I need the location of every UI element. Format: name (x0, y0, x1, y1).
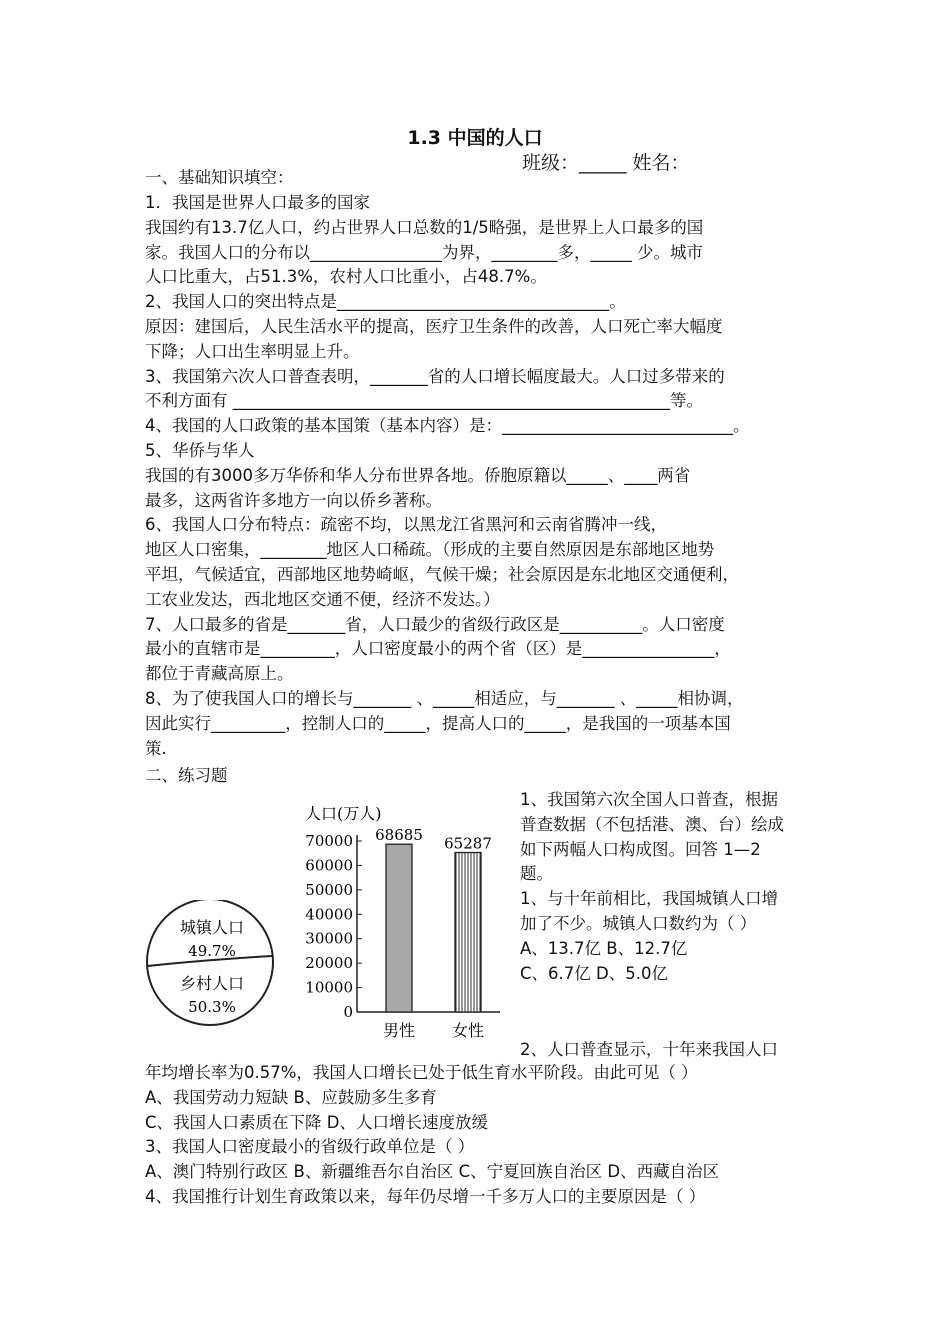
side-text-line: 1、我国第六次全国人口普查，根据 (520, 790, 778, 809)
worksheet-title: 1.3 中国的人口 (407, 127, 543, 149)
section1-line: 我国约有13.7亿人口，约占世界人口总数的1/5略强，是世界上人口最多的国 (145, 217, 704, 237)
section1-line: 地区人口密集，________地区人口稀疏。（形成的主要自然原因是东部地区地势 (145, 540, 715, 560)
section2-line: C、我国人口素质在下降 D、人口增长速度放缓 (145, 1112, 488, 1132)
bar-male (386, 844, 412, 1012)
section1-line: 6、我国人口分布特点：疏密不均，以黑龙江省黑河和云南省腾冲一线， (145, 515, 667, 535)
section1-line: 2、我国人口的突出特点是_________________________________。 (145, 292, 626, 312)
section1-line: 最小的直辖市是_________，人口密度最小的两个省（区）是________________， (145, 639, 731, 659)
side-text-line: 1、与十年前相比，我国城镇人口增 (520, 889, 778, 909)
section1-line: 平坦，气候适宜，西部地区地势崎岖，气候干燥；社会原因是东北地区交通便利， (145, 565, 739, 584)
pie-rural-label: 乡村人口 (179, 974, 245, 993)
y-tick-label: 10000 (305, 978, 353, 997)
section2-line: 年均增长率为0.57%，我国人口增长已处于低生育水平阶段。由此可见（ ） (145, 1063, 698, 1082)
pie-urban-value: 49.7% (188, 942, 236, 960)
y-tick-label: 60000 (305, 856, 353, 875)
section1-line: 7、人口最多的省是_______省，人口最少的省级行政区是__________。人口密度 (145, 614, 725, 634)
section1-line: 策. (145, 738, 167, 758)
section1-line: 3、我国第六次人口普查表明，_______省的人口增长幅度最大。人口过多带来的 (145, 366, 725, 386)
question-2-line1: 2、人口普查显示，十年来我国人口 (520, 1040, 778, 1059)
section1-line: 下降；人口出生率明显上升。 (145, 341, 360, 361)
y-tick-label: 70000 (305, 832, 353, 850)
side-text-line: 普查数据（不包括港、澳、台）绘成 (520, 814, 784, 834)
x-category-label: 女性 (451, 1021, 485, 1040)
section1-line: 我国的有3000多万华侨和华人分布世界各地。侨胞原籍以_____、____两省 (145, 465, 691, 485)
section1-line: 最多，这两省许多地方一向以侨乡著称。 (145, 490, 442, 510)
section2-heading: 二、练习题 (145, 766, 228, 785)
section1-line: 工农业发达，西北地区交通不便，经济不发达。） (145, 589, 500, 609)
y-tick-label: 40000 (305, 905, 353, 924)
side-text-line: 如下两幅人口构成图。回答 1—2 (520, 839, 761, 859)
y-tick-label: 50000 (305, 880, 353, 899)
section2-line: 4、我国推行计划生育政策以来，每年仍尽增一千多万人口的主要原因是（ ） (145, 1187, 706, 1206)
bar-female (455, 853, 481, 1012)
section1-line: 原因：建国后，人民生活水平的提高，医疗卫生条件的改善，人口死亡率大幅度 (145, 317, 723, 336)
section1-line: 5、华侨与华人 (145, 441, 255, 460)
x-category-label: 男性 (382, 1021, 416, 1040)
pie-rural-value: 50.3% (188, 998, 236, 1016)
section1-line: 因此实行_________，控制人口的_____，提高人口的_____，是我国的一项基本国 (145, 713, 731, 733)
section1-line: 家。我国人口的分布以________________为界，________多，_____ 少。城市 (145, 242, 703, 262)
section2-line: A、我国劳动力短缺 B、应鼓励多生多育 (145, 1087, 437, 1107)
section1-line: 都位于青藏高原上。 (145, 664, 294, 684)
side-text-line: A、13.7亿 B、12.7亿 (520, 938, 688, 958)
pie-urban-label: 城镇人口 (179, 918, 245, 937)
section1-line: 4、我国的人口政策的基本国策（基本内容）是：____________________________。 (145, 416, 750, 436)
y-tick-label: 30000 (305, 929, 353, 948)
side-text-line: 题。 (520, 864, 553, 884)
y-axis-label: 人口(万人) (305, 804, 382, 823)
bar-value-label: 68685 (375, 826, 423, 845)
urban-rural-pie-chart (145, 900, 280, 1030)
section1-line: 1．我国是世界人口最多的国家 (145, 193, 370, 212)
section1-line: 8、为了使我国人口的增长与_______ 、_____相适应，与_______ 、_____相协调， (145, 689, 744, 708)
gender-population-bar-chart (290, 795, 515, 1045)
bar-value-label: 65287 (444, 834, 492, 853)
side-text-line: C、6.7亿 D、5.0亿 (520, 963, 668, 983)
section1-heading: 一、基础知识填空： (145, 168, 294, 187)
section2-line: A、澳门特别行政区 B、新疆维吾尔自治区 C、宁夏回族自治区 D、西藏自治区 (145, 1162, 720, 1182)
section2-line: 3、我国人口密度最小的省级行政单位是（ ） (145, 1137, 475, 1157)
y-tick-label: 0 (343, 1003, 353, 1021)
section1-line: 人口比重大，占51.3%，农村人口比重小，占48.7%。 (145, 267, 547, 287)
section1-line: 不利方面有 _____________________________________________________等。 (145, 391, 703, 411)
y-tick-label: 20000 (305, 954, 353, 973)
side-text-line: 加了不少。城镇人口数约为（ ） (520, 914, 757, 933)
class-name-line: 班级：_____ 姓名： (522, 152, 690, 174)
